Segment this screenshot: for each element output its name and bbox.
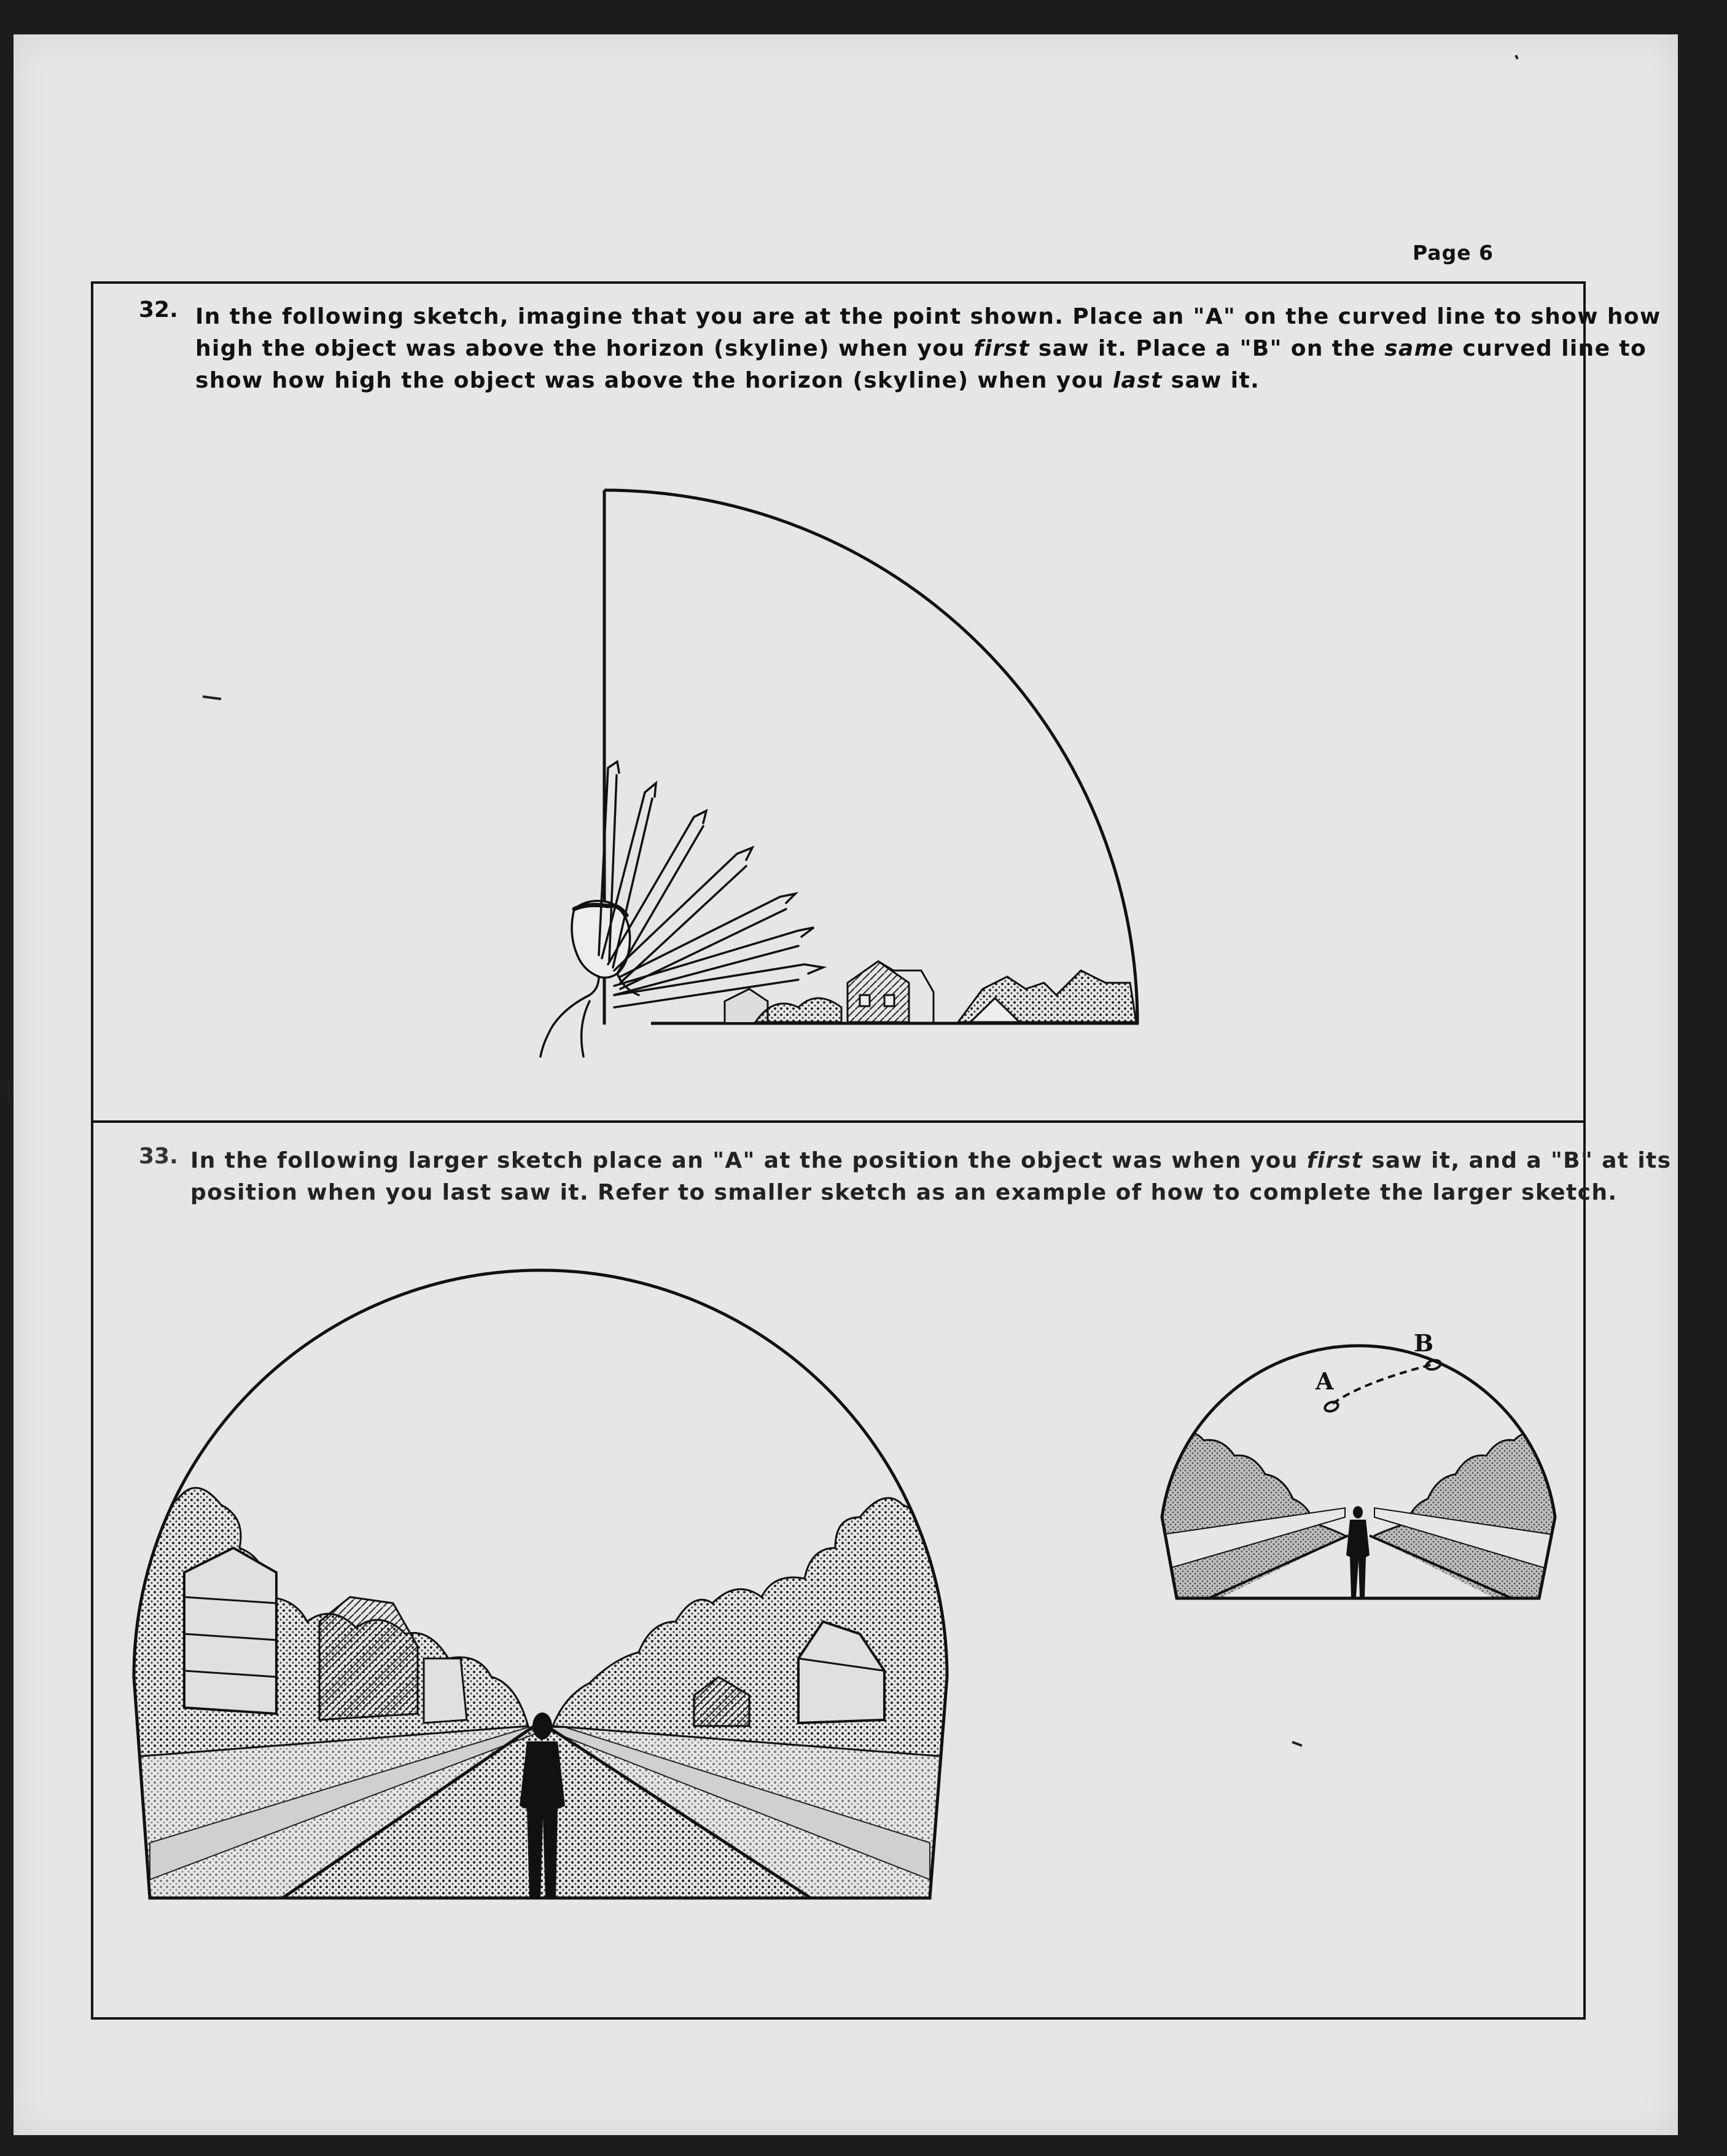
skyline-scenery xyxy=(725,961,1136,1022)
question-33-emphasis-first: first xyxy=(1306,1148,1363,1173)
object-path-dashed xyxy=(1333,1365,1431,1404)
quarter-circle-arc xyxy=(604,490,1137,1023)
question-32-line-2-part-a: high the object was above the horizon (skyline) when you xyxy=(195,336,974,361)
question-32-line-2-part-b: saw it. Place a "B" on the xyxy=(1029,336,1385,361)
object-last-seen xyxy=(1425,1359,1442,1371)
question-32-line-3-part-a: show how high the object was above the horizon (skyline) when you xyxy=(195,368,1113,393)
question-33-number: 33. xyxy=(139,1144,178,1169)
question-33-line-1-part-b: saw it, and a "B" at its xyxy=(1363,1148,1672,1173)
question-33-line-1-part-a: In the following larger sketch place an "A" at the position the object was when you xyxy=(190,1148,1307,1173)
question-32-line-1: In the following sketch, imagine that you are at the point shown. Place an "A" on the curved line to show how xyxy=(195,304,1661,329)
question-32-line-2-part-c: curved line to xyxy=(1454,336,1647,361)
small-example-sketch xyxy=(1155,1329,1560,1609)
question-33-line-2: position when you last saw it. Refer to smaller sketch as an example of how to complete the larger sketch. xyxy=(190,1180,1618,1205)
label-a: A xyxy=(1316,1367,1334,1395)
label-b: B xyxy=(1414,1329,1434,1357)
scan-marks xyxy=(9,55,1518,1746)
question-32-emphasis-first: first xyxy=(973,336,1030,361)
question-32-emphasis-last: last xyxy=(1112,368,1163,393)
question-32-line-3-part-b: saw it. xyxy=(1162,368,1260,393)
page-number: Page 6 xyxy=(1413,241,1494,265)
object-first-seen xyxy=(1324,1400,1339,1413)
question-32-number: 32. xyxy=(139,297,178,322)
large-arch-sketch xyxy=(123,1270,958,1910)
question-32-emphasis-same: same xyxy=(1384,336,1454,361)
